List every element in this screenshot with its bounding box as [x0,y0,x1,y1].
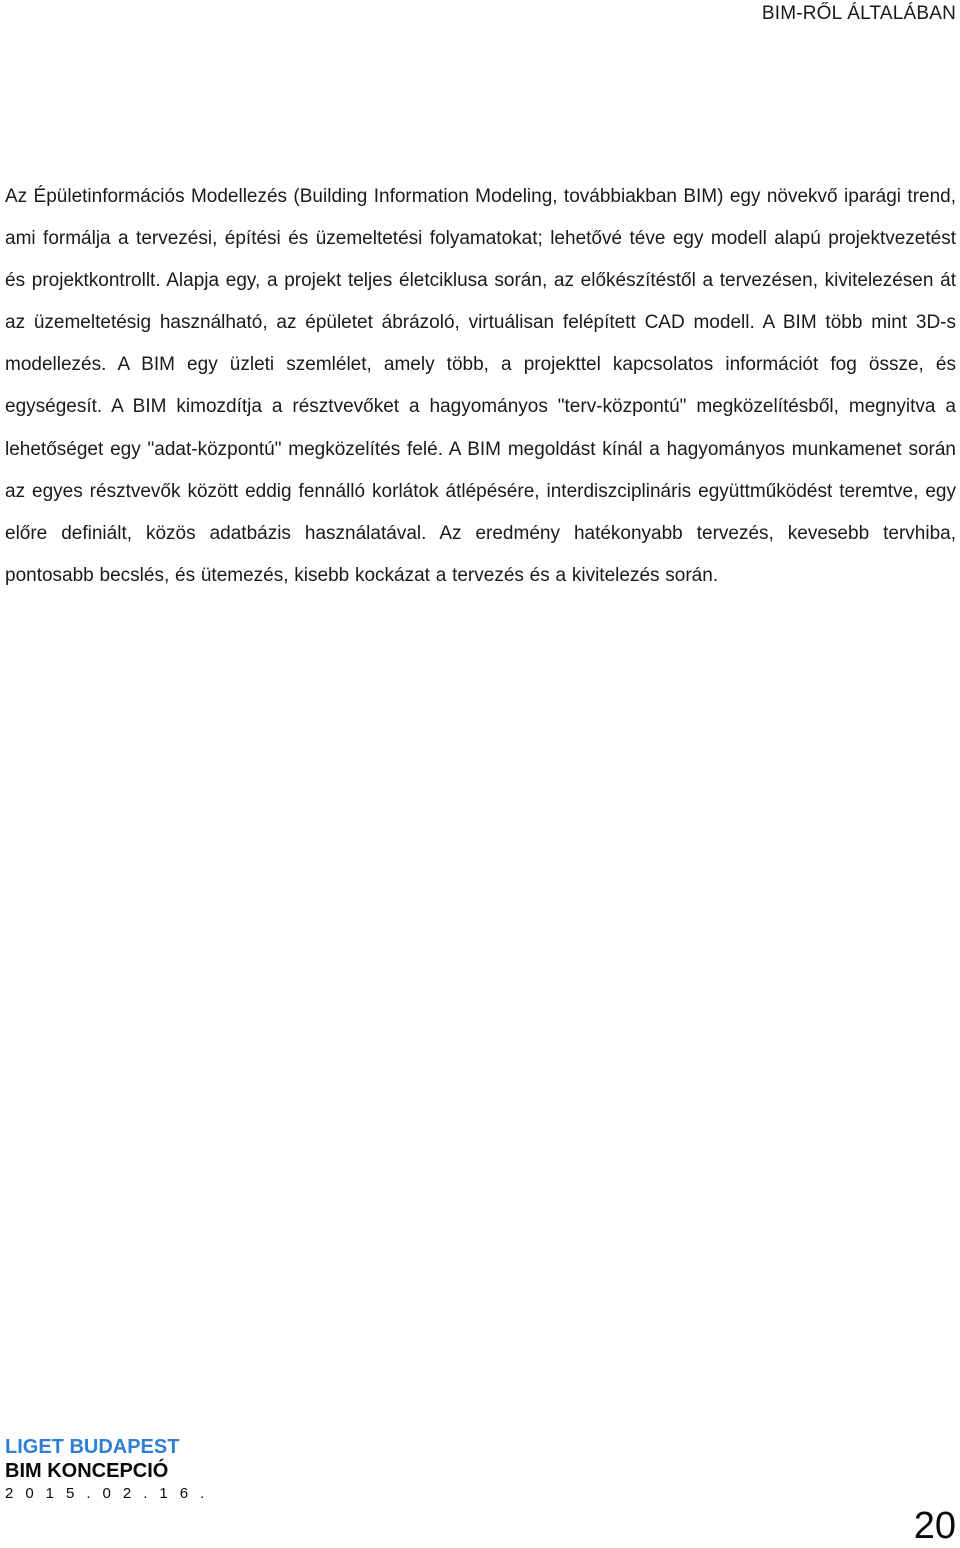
footer-date: 2015.02.16. [5,1485,217,1502]
footer-branding [5,1437,216,1501]
running-header-title: BIM-RŐL ÁLTALÁBAN [761,3,956,24]
footer-document-title: BIM KONCEPCIÓ [5,1460,169,1482]
body-paragraph: Az Épületinformációs Modellezés (Building Information Modeling, továbbiakban BIM) egy növekvő iparági trend, ami formálja a tervezési, építési és üzemeltetési folyamatokat; lehetővé téve egy modell alapú projektvezetést és projektkontrollt. Alapja egy, a projekt teljes életciklusa során, az előkészítéstől a tervezésen, kivitelezésen át az üzemeltetésig használható, az épületet ábrázoló, virtuálisan felépített CAD modell. A BIM több mint 3D-s modellezés. A BIM egy üzleti szemlélet, amely több, a projekttel kapcsolatos információt fog össze, és egységesít. A BIM kimozdítja a résztvevőket a hagyományos "terv-központú" megközelítésből, megnyitva a lehetőséget egy "adat-központú" megközelítés felé. A BIM megoldást kínál a hagyományos munkamenet során az egyes résztvevők között eddig fennálló korlátok átlépésére, interdiszciplináris együttműködést teremtve, egy előre definiált, közös adatbázis használatával. Az eredmény hatékonyabb tervezés, kevesebb tervhiba, pontosabb becslés, és ütemezés, kisebb kockázat a tervezés és a kivitelezés során. [5,186,956,586]
footer-brand-name: LIGET BUDAPEST [5,1436,180,1458]
page-number: 20 [913,1505,956,1547]
